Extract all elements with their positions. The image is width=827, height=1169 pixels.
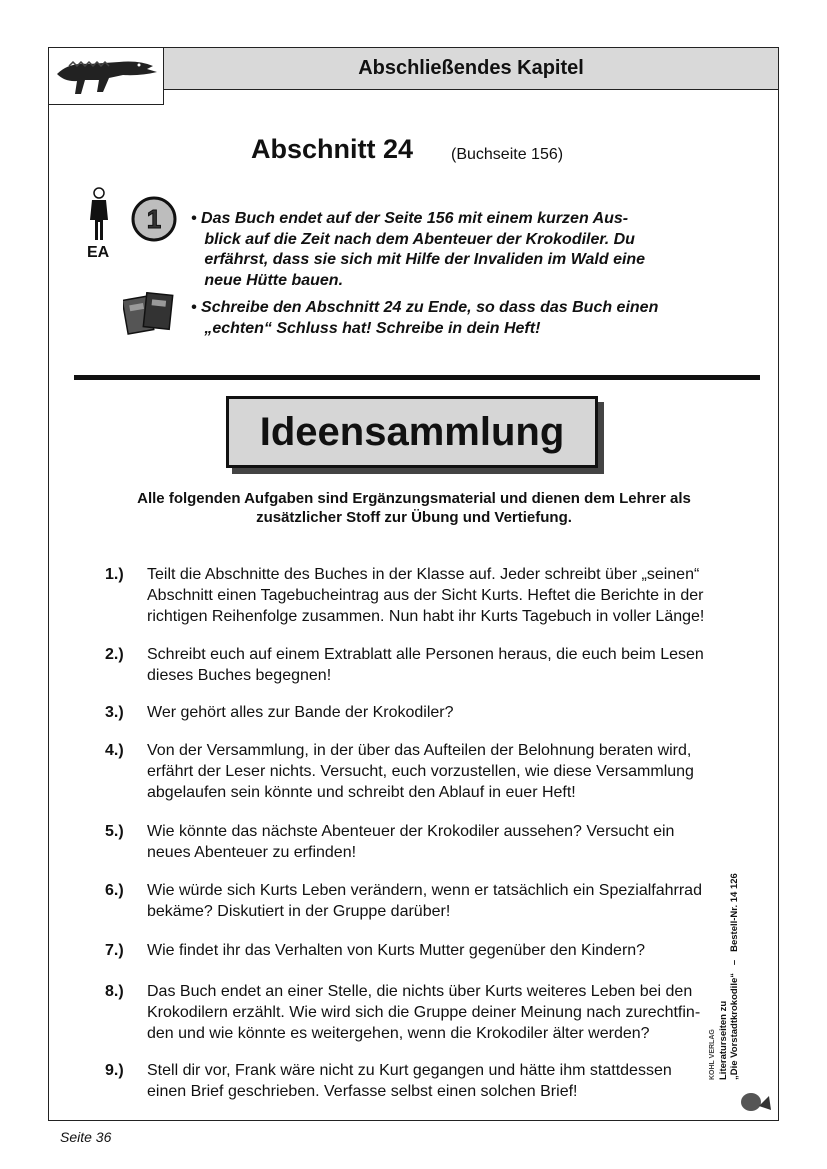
publisher-logo <box>739 1076 773 1114</box>
item-number: 5.) <box>105 823 124 840</box>
section-page-ref: (Buchseite 156) <box>451 146 564 163</box>
item-number: 2.) <box>105 646 124 663</box>
section-title: Abschnitt 24 <box>251 134 414 164</box>
item-text: Schreibt euch auf einem Extrablatt alle Personen heraus, die euch beim Lesen dieses Buches begegnen! <box>147 646 704 684</box>
work-mode-label: EA <box>87 244 110 261</box>
item-text: Wer gehört alles zur Bande der Krokodiler? <box>147 704 454 721</box>
section-divider <box>74 375 760 380</box>
crocodile-icon <box>49 48 162 103</box>
task-text-2: • Schreibe den Abschnitt 24 zu Ende, so dass das Buch einen „echten“ Schluss hat! Schreibe in dein Heft! <box>191 299 659 337</box>
list-item <box>105 821 674 863</box>
ideas-intro <box>89 489 739 527</box>
item-number: 7.) <box>105 942 124 959</box>
list-item <box>105 740 694 803</box>
item-number: 9.) <box>105 1062 124 1079</box>
side-credit <box>706 780 740 1080</box>
list-item <box>105 880 702 922</box>
item-number: 8.) <box>105 983 124 1000</box>
list-item <box>105 644 704 686</box>
item-text: Stell dir vor, Frank wäre nicht zu Kurt gegangen und hätte ihm stattdessen einen Brief geschrieben. Verfasse selbst einen solchen Brief! <box>147 1062 672 1100</box>
list-item <box>105 702 454 723</box>
page-number: Seite 36 <box>60 1129 112 1145</box>
item-text: Wie würde sich Kurts Leben verändern, wenn er tatsächlich ein Spezialfahrrad bekäme? Diskutiert in der Gruppe darüber! <box>147 882 702 920</box>
item-number: 4.) <box>105 742 124 759</box>
list-item <box>105 564 704 627</box>
publisher-name: KOHL VERLAG <box>709 1029 716 1080</box>
chapter-title: Abschließendes Kapitel <box>164 48 778 90</box>
item-text: Das Buch endet an einer Stelle, die nichts über Kurts weiteres Leben bei den Krokodilern erzählt. Wie wird sich die Gruppe deiner Meinung nach zurechtfin- den und wie könnte es weitergehen, wenn die Krokodiler älter werden? <box>147 983 701 1042</box>
task-text-1: • Das Buch endet auf der Seite 156 mit einem kurzen Aus- blick auf die Zeit nach dem Abenteuer der Krokodiler. Du erfährst, dass sie sich mit Hilfe der Invaliden im Wald eine neue Hütte bauen. <box>191 210 646 289</box>
side-credit-text: Literaturseiten zu „Die Vorstadtkrokodile“ – Bestell-Nr. 14 126 <box>718 873 740 1080</box>
list-item <box>105 981 700 1044</box>
crocodile-logo <box>49 48 164 105</box>
list-item <box>105 940 645 961</box>
ideas-intro-text: Alle folgenden Aufgaben sind Ergänzungsmaterial und dienen dem Lehrer als zusätzlicher Stoff zur Übung und Vertiefung. <box>137 490 691 526</box>
item-number: 3.) <box>105 704 124 721</box>
item-number: 1.) <box>105 566 124 583</box>
item-text: Teilt die Abschnitte des Buches in der Klasse auf. Jeder schreibt über „seinen“ Abschnitt einen Tagebucheintrag aus der Sicht Kurts. Heftet die Berichte in der richtigen Reihenfolge zusammen. Nun habt ihr Kurts Tagebuch in voller Länge! <box>147 566 705 625</box>
item-text: Von der Versammlung, in der über das Aufteilen der Belohnung beraten wird, erfährt der Leser nichts. Versucht, euch vorzustellen, wie diese Versammlung abgelaufen sein könnte und schreibt den Ablauf in euer Heft! <box>147 742 694 801</box>
book-icon <box>123 292 175 336</box>
page-frame <box>48 47 779 1121</box>
item-text: Wie könnte das nächste Abenteuer der Krokodiler aussehen? Versucht ein neues Abenteuer zu erfinden! <box>147 823 675 861</box>
item-number: 6.) <box>105 882 124 899</box>
task-number-badge <box>131 196 177 242</box>
list-item <box>105 1060 672 1102</box>
item-text: Wie findet ihr das Verhalten von Kurts Mutter gegenüber den Kindern? <box>147 942 646 959</box>
ideas-title: Ideensammlung <box>226 396 598 468</box>
task-number: 1 <box>146 204 162 234</box>
person-icon <box>87 186 111 246</box>
